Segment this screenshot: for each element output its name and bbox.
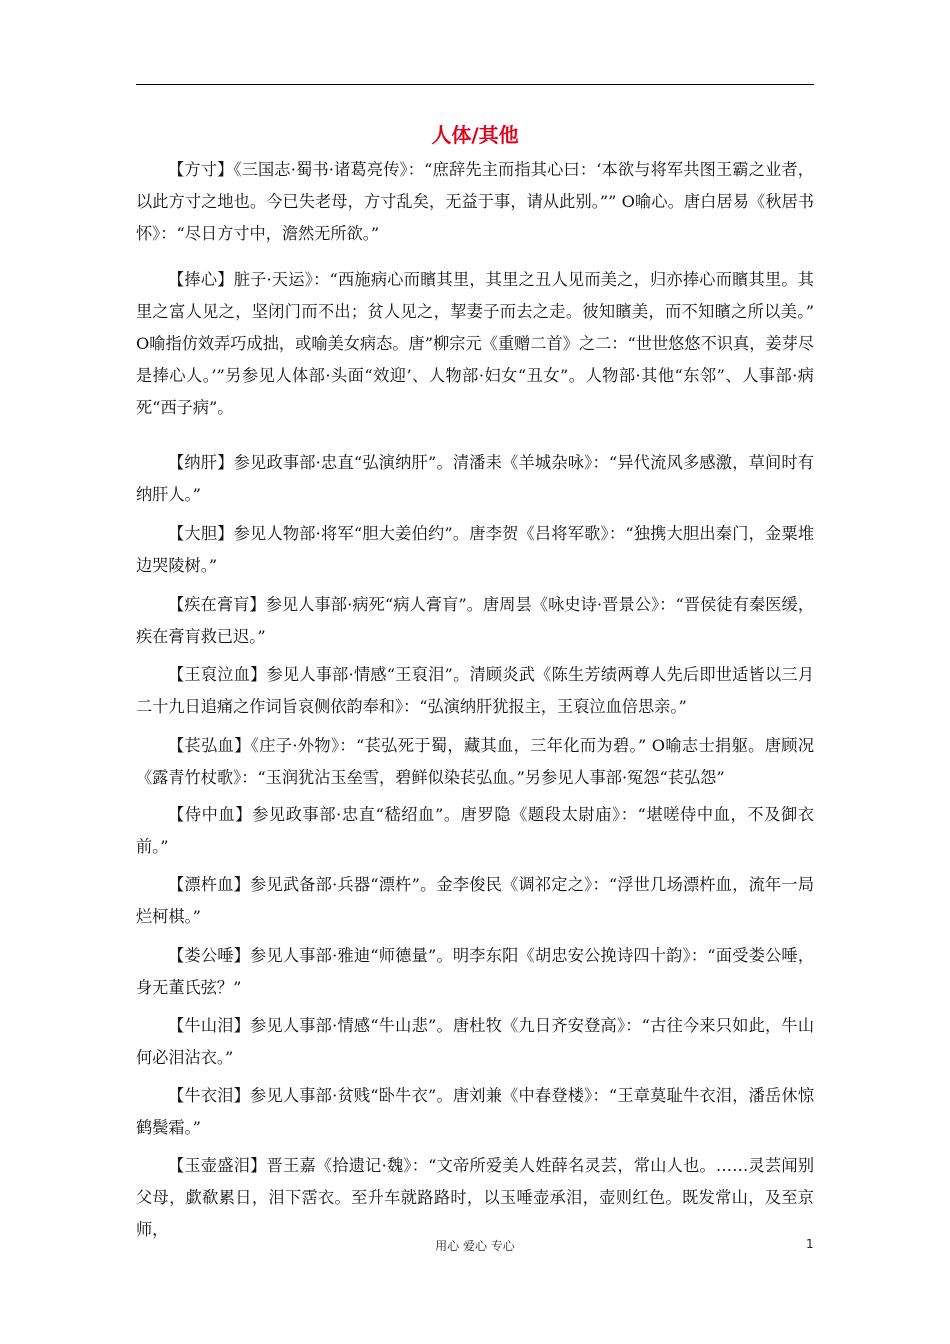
- entry-text: 《庄子·外物》：“苌弘死于蜀，藏其血，三年化而为碧。” O喻志士捐躯。唐顾况《露青竹杖歌》：“玉润犹沾玉垒雪，碧鲜似染苌弘血。”另参见人事部·冤怨“苌弘怨”: [136, 736, 815, 787]
- entry-term: 【苌弘血】: [168, 736, 251, 755]
- entry-term: 【牛山泪】: [168, 1016, 251, 1035]
- entry-term: 【娄公唾】: [168, 946, 251, 965]
- entry-nagan: [136, 447, 814, 511]
- entry-text: 参见政事部·忠直“弘演纳肝”。清潘耒《羊城杂咏》：“异代流风多感激，草间时有纳肝人。”: [136, 453, 815, 504]
- entry-text: 参见人事部·病死“病人膏肓”。唐周昙《咏史诗·晋景公》：“晋侯徒有秦医缓，疾在膏肓救已迟。”: [136, 595, 815, 646]
- entry-term: 【捧心】: [168, 270, 234, 289]
- entry-text: 参见人事部·情感“王裒泪”。清顾炎武《陈生芳绩两尊人先后即世适皆以三月二十九日追痛之作词旨哀侧依韵奉和》：“弘演纳肝犹报主，王裒泣血倍思亲。”: [136, 665, 815, 716]
- page-title: 人体/其他: [431, 123, 519, 147]
- entry-term: 【王裒泣血】: [168, 665, 267, 684]
- entry-text: 参见武备部·兵器“漂杵”。金李俊民《调祁定之》：“浮世几场漂杵血，流年一局烂柯棋。”: [136, 875, 815, 926]
- entry-dadan: [136, 518, 814, 582]
- entry-text: 参见人事部·雅迪“师德量”。明李东阳《胡忠安公挽诗四十韵》：“面受娄公唾，身无董氏弦？”: [136, 946, 815, 997]
- entry-term: 【大胆】: [168, 524, 234, 543]
- entry-niuyilei: [136, 1080, 814, 1144]
- entry-lougongtuo: [136, 940, 814, 1004]
- entry-yuhuchenglei: [136, 1150, 814, 1246]
- entry-term: 【疾在膏肓】: [168, 595, 266, 614]
- entry-niushanlei: [136, 1010, 814, 1074]
- header-rule: [136, 84, 814, 85]
- entry-term: 【牛衣泪】: [168, 1086, 251, 1105]
- entry-piaochuxue: [136, 869, 814, 933]
- entry-term: 【侍中血】: [168, 805, 253, 824]
- entry-jizaigaohuang: [136, 589, 814, 653]
- entry-pengxin: [136, 264, 814, 424]
- entry-text: 参见政事部·忠直“嵇绍血”。唐罗隐《题段太尉庙》：“堪嗟侍中血，不及御衣前。”: [136, 805, 815, 856]
- entry-text: 参见人事部·情感“牛山悲”。唐杜牧《九日齐安登高》：“古往今来只如此，牛山何必泪沾衣。”: [136, 1016, 815, 1067]
- entry-text: 晋王嘉《拾遗记·魏》：“文帝所爱美人姓薛名灵芸，常山人也。……灵芸闻别父母，歔欷累日，泪下霑衣。至升车就路路时，以玉唾壶承泪，壶则红色。既发常山，及至京师，: [136, 1156, 815, 1239]
- entry-term: 【方寸】: [168, 160, 234, 179]
- entry-text: 《三国志·蜀书·诸葛亮传》：“庶辞先主而指其心曰：‘本欲与将军共图王霸之业者，以此方寸之地也。今已失老母，方寸乱矣，无益于事，请从此别。”” O喻心。唐白居易《秋居书怀》：“尽日方寸中，澹然无所欲。”: [136, 160, 814, 243]
- entry-term: 【玉壶盛泪】: [168, 1156, 267, 1175]
- page-footer: 用心 爱心 专心: [435, 1239, 515, 1253]
- entry-text: 参见人物部·将军“胆大姜伯约”。唐李贺《吕将军歌》：“独携大胆出秦门，金粟堆边哭陵树。”: [136, 524, 815, 575]
- entry-wangpouqixue: [136, 659, 814, 723]
- entry-term: 【纳肝】: [168, 453, 234, 472]
- entry-changhongxue: [136, 730, 814, 794]
- entry-text: 脏子·天运》：“西施病心而矉其里，其里之丑人见而美之，归亦捧心而矉其里。其里之富人见之，坚闭门而不出；贫人见之，挈妻子而去之走。彼知矉美，而不知矉之所以美。” O喻指仿效弄巧成拙，或喻美女病态。唐”柳宗元《重赠二首》之二：“世世悠悠不识真，姜芽尽是捧心人。’”另参见人体部·头面“效迎’、人物部·妇女“丑女”。人物部·其他“东邻”、人事部·病死“西子病”。: [136, 270, 814, 417]
- page-number: 1: [806, 1237, 814, 1251]
- entry-fangcun: [136, 154, 814, 250]
- entry-shizhongxue: [136, 799, 814, 863]
- entry-text: 参见人事部·贫贱“卧牛衣”。唐刘兼《中春登楼》：“王章莫耻牛衣泪，潘岳休惊鹤鬓霜。”: [136, 1086, 815, 1137]
- entry-term: 【漂杵血】: [168, 875, 251, 894]
